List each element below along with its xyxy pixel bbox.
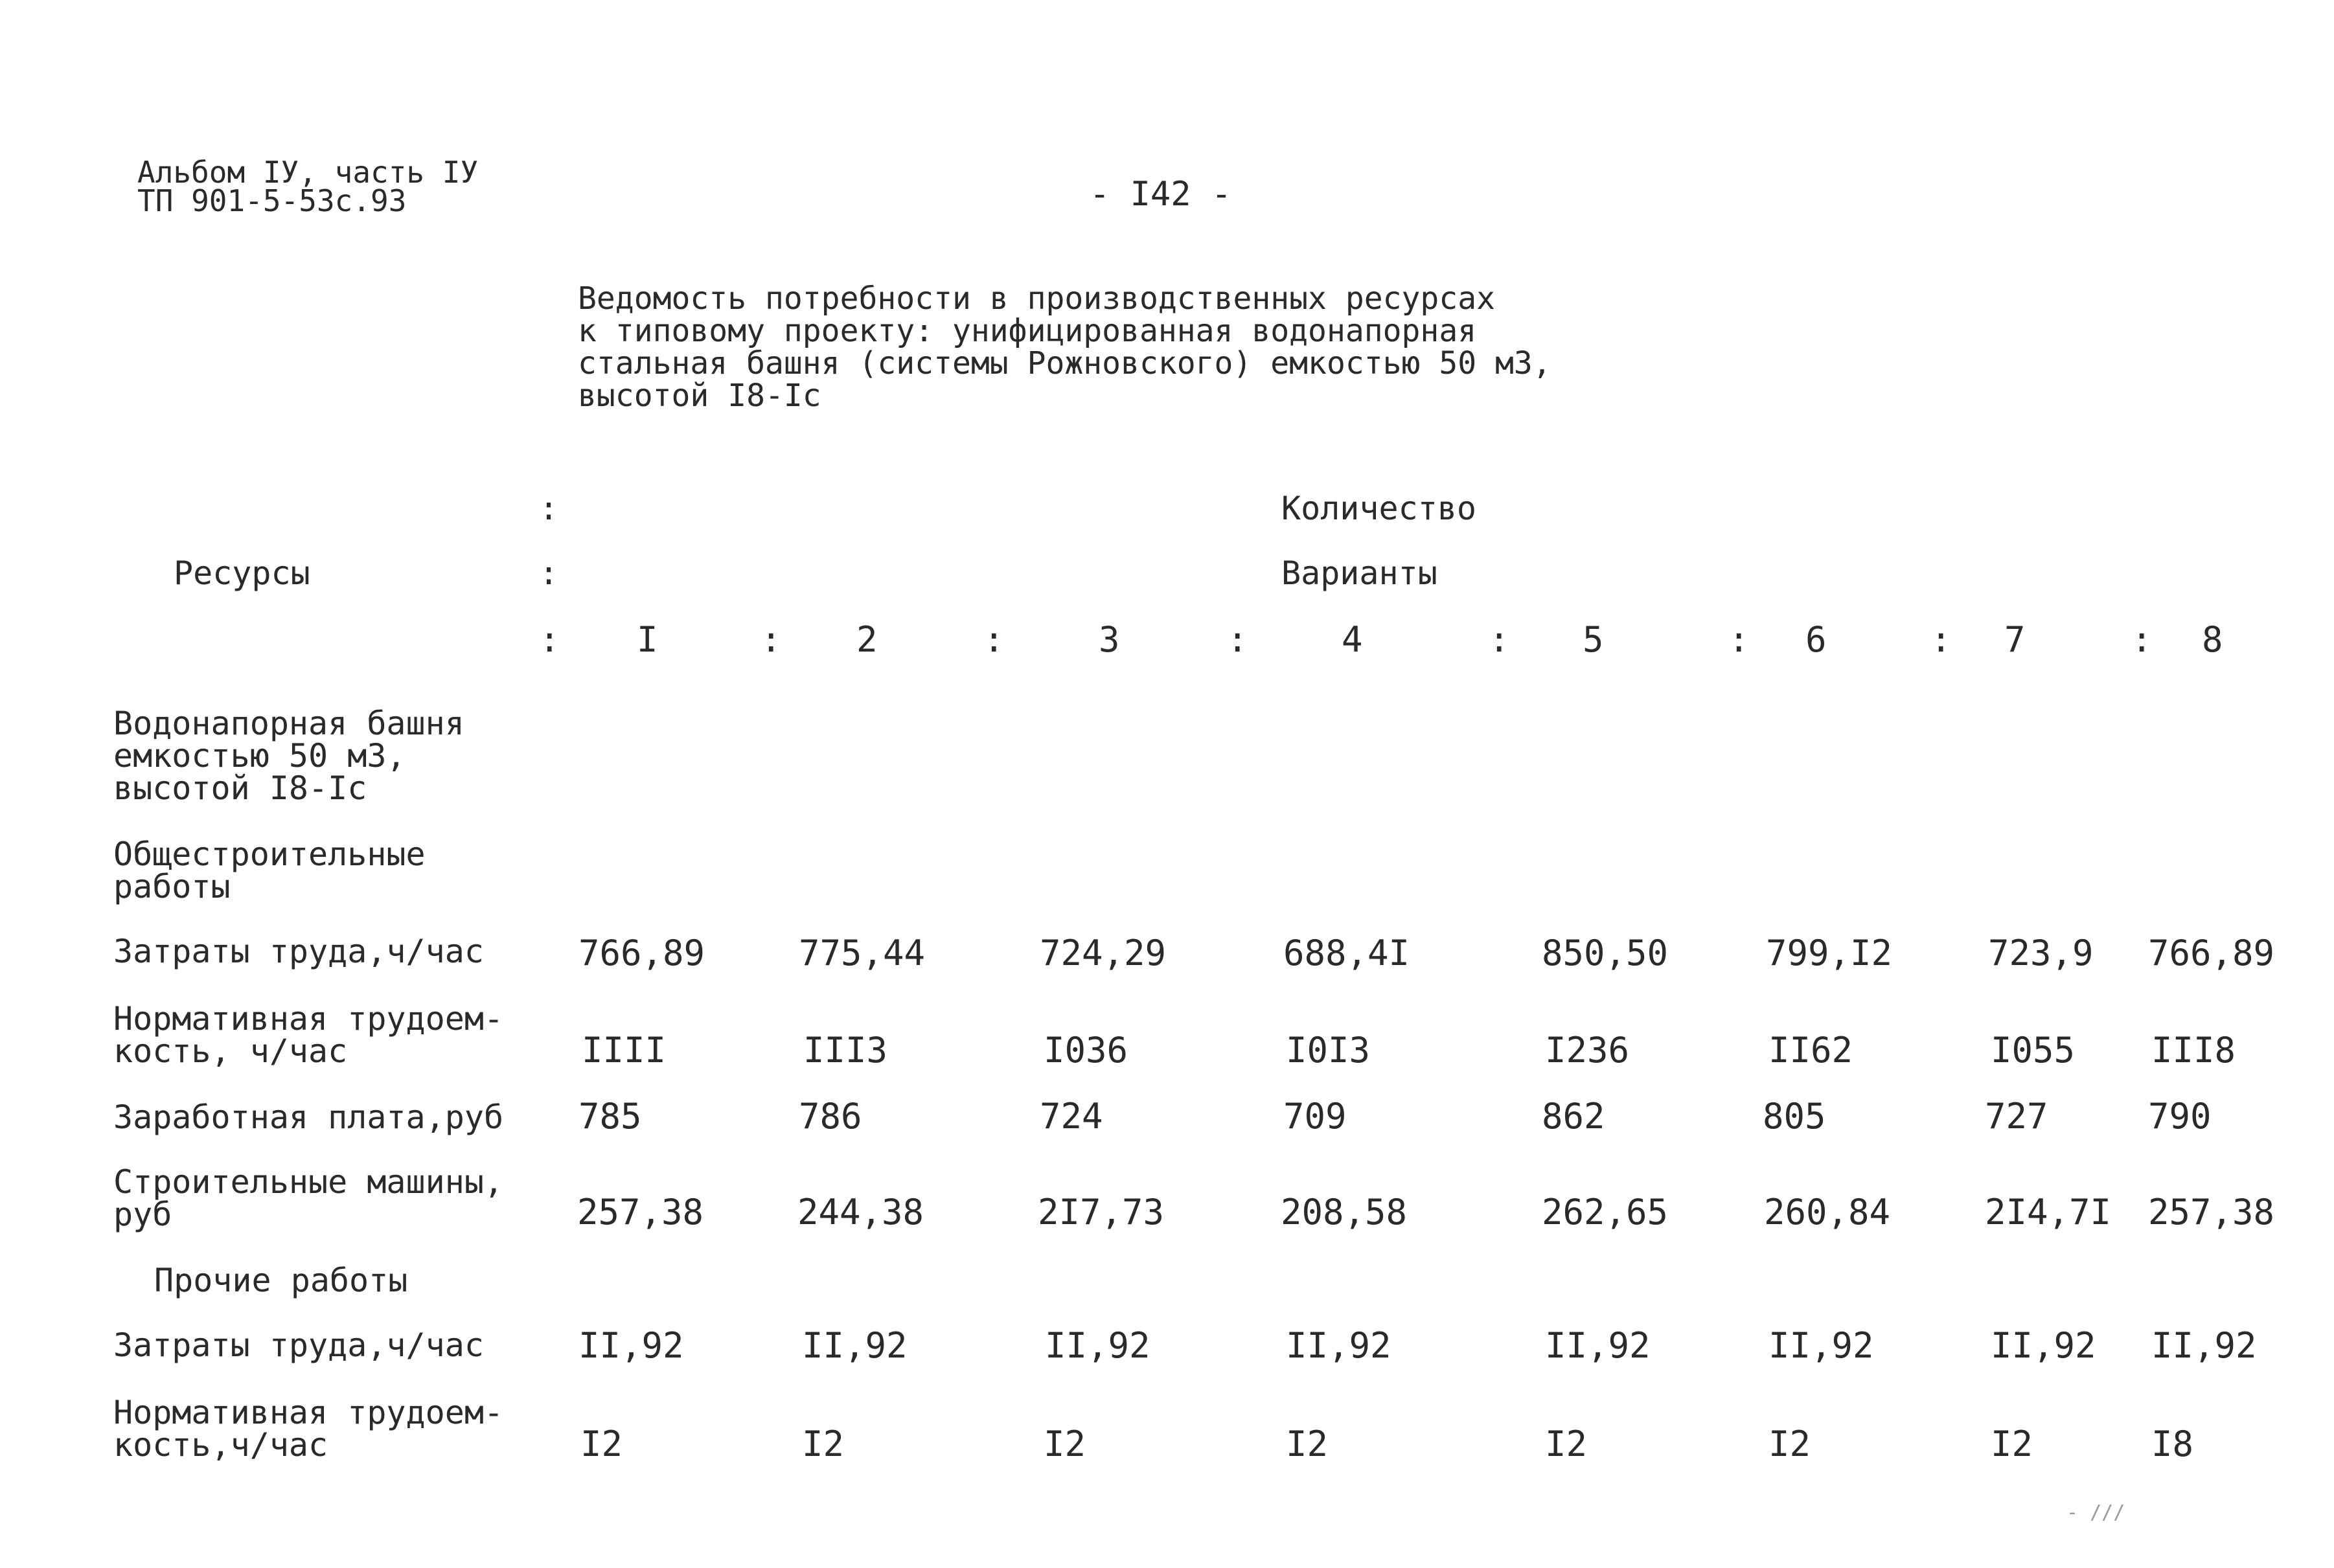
row-label: Заработная плата,руб [113, 1098, 504, 1136]
project-code: ТП 901-5-53с.93 [137, 183, 407, 218]
table-cell: 786 [799, 1096, 862, 1137]
table-cell: I2 [1768, 1424, 1811, 1464]
section-other-label: Прочие работы [154, 1262, 408, 1299]
table-cell: IIII [582, 1030, 667, 1071]
column-header-6: 6 [1805, 619, 1827, 660]
page-number: - I42 - [1090, 175, 1232, 214]
document-header [137, 155, 479, 218]
table-cell: 688,4I [1283, 933, 1410, 973]
header-separator: : [539, 490, 559, 527]
table-cell: I055 [1991, 1030, 2076, 1071]
table-cell: 709 [1283, 1096, 1347, 1137]
table-cell: I2 [1991, 1424, 2033, 1464]
table-cell: II62 [1768, 1030, 1853, 1071]
column-header-3: 3 [1099, 619, 1120, 660]
table-cell: II,92 [1286, 1325, 1391, 1366]
table-cell: 862 [1542, 1096, 1605, 1137]
column-separator: : [1227, 619, 1248, 660]
column-header-5: 5 [1583, 619, 1604, 660]
table-cell: II,92 [578, 1325, 684, 1366]
table-cell: I2 [1286, 1424, 1329, 1464]
table-cell: I2 [802, 1424, 845, 1464]
row-label: Нормативная трудоем- кость,ч/час [113, 1394, 504, 1464]
document-title [578, 282, 1551, 412]
column-separator: : [539, 619, 560, 660]
table-cell: II,92 [1768, 1325, 1874, 1366]
column-separator: : [1489, 619, 1510, 660]
table-cell: I036 [1044, 1030, 1128, 1071]
column-header-2: 2 [856, 619, 878, 660]
column-header-1: I [637, 619, 658, 660]
table-cell: 766,89 [2148, 933, 2275, 973]
table-cell: 208,58 [1281, 1192, 1408, 1233]
column-header-7: 7 [2004, 619, 2026, 660]
table-cell: 790 [2148, 1096, 2212, 1137]
table-cell: I236 [1545, 1030, 1630, 1071]
table-cell: 850,50 [1542, 933, 1669, 973]
table-cell: 766,89 [578, 933, 705, 973]
table-cell: 775,44 [799, 933, 926, 973]
table-cell: I0I3 [1286, 1030, 1371, 1071]
table-cell: 724 [1040, 1096, 1103, 1137]
table-cell: 799,I2 [1766, 933, 1893, 973]
column-header-4: 4 [1342, 619, 1363, 660]
column-separator: : [761, 619, 782, 660]
title-line-3: стальная башня (системы Рожновского) емкостью 50 м3, [578, 345, 1551, 381]
table-cell: III8 [2151, 1030, 2236, 1071]
table-cell: 257,38 [577, 1192, 704, 1233]
table-cell: I8 [2151, 1424, 2194, 1464]
column-separator: : [1728, 619, 1750, 660]
table-cell: II,92 [1991, 1325, 2096, 1366]
row-label: Затраты труда,ч/час [113, 1326, 484, 1364]
table-cell: 723,9 [1988, 933, 2094, 973]
album-line: Альбом IУ, часть IУ [137, 155, 479, 190]
row-label: Нормативная трудоем- кость, ч/час [113, 1000, 504, 1070]
column-separator: : [2131, 619, 2153, 660]
table-cell: II,92 [2151, 1325, 2257, 1366]
section-object-label: Водонапорная башня емкостью 50 м3, высотой I8-Iс [113, 705, 464, 807]
table-cell: II,92 [802, 1325, 908, 1366]
column-header-8: 8 [2202, 619, 2223, 660]
variants-header: Варианты [1281, 554, 1437, 592]
table-cell: 727 [1985, 1096, 2048, 1137]
table-cell: II,92 [1545, 1325, 1651, 1366]
title-line-4: высотой I8-Iс [578, 378, 821, 414]
table-cell: 244,38 [797, 1192, 924, 1233]
table-cell: 2I7,73 [1038, 1192, 1165, 1233]
row-label: Затраты труда,ч/час [113, 933, 484, 970]
column-separator: : [1930, 619, 1952, 660]
row-label: Строительные машины, руб [113, 1163, 504, 1233]
footer-mark: - /// [2066, 1501, 2125, 1524]
table-cell: 724,29 [1040, 933, 1167, 973]
table-cell: 2I4,7I [1985, 1192, 2112, 1233]
table-cell: 262,65 [1542, 1192, 1669, 1233]
table-cell: 257,38 [2148, 1192, 2275, 1233]
column-separator: : [983, 619, 1005, 660]
resources-header: Ресурсы [174, 554, 310, 592]
table-cell: 260,84 [1764, 1192, 1891, 1233]
header-separator: : [539, 554, 559, 592]
table-cell: I2 [1044, 1424, 1086, 1464]
table-cell: I2 [580, 1424, 623, 1464]
quantity-header: Количество [1281, 490, 1477, 527]
table-cell: II,92 [1045, 1325, 1150, 1366]
table-cell: III3 [803, 1030, 888, 1071]
title-line-1: Ведомость потребности в производственных ресурсах [578, 280, 1496, 317]
table-cell: 785 [578, 1096, 642, 1137]
title-line-2: к типовому проекту: унифицированная водонапорная [578, 313, 1477, 349]
table-cell: I2 [1545, 1424, 1588, 1464]
table-cell: 805 [1763, 1096, 1826, 1137]
section-general-label: Общестроительные работы [113, 835, 426, 905]
